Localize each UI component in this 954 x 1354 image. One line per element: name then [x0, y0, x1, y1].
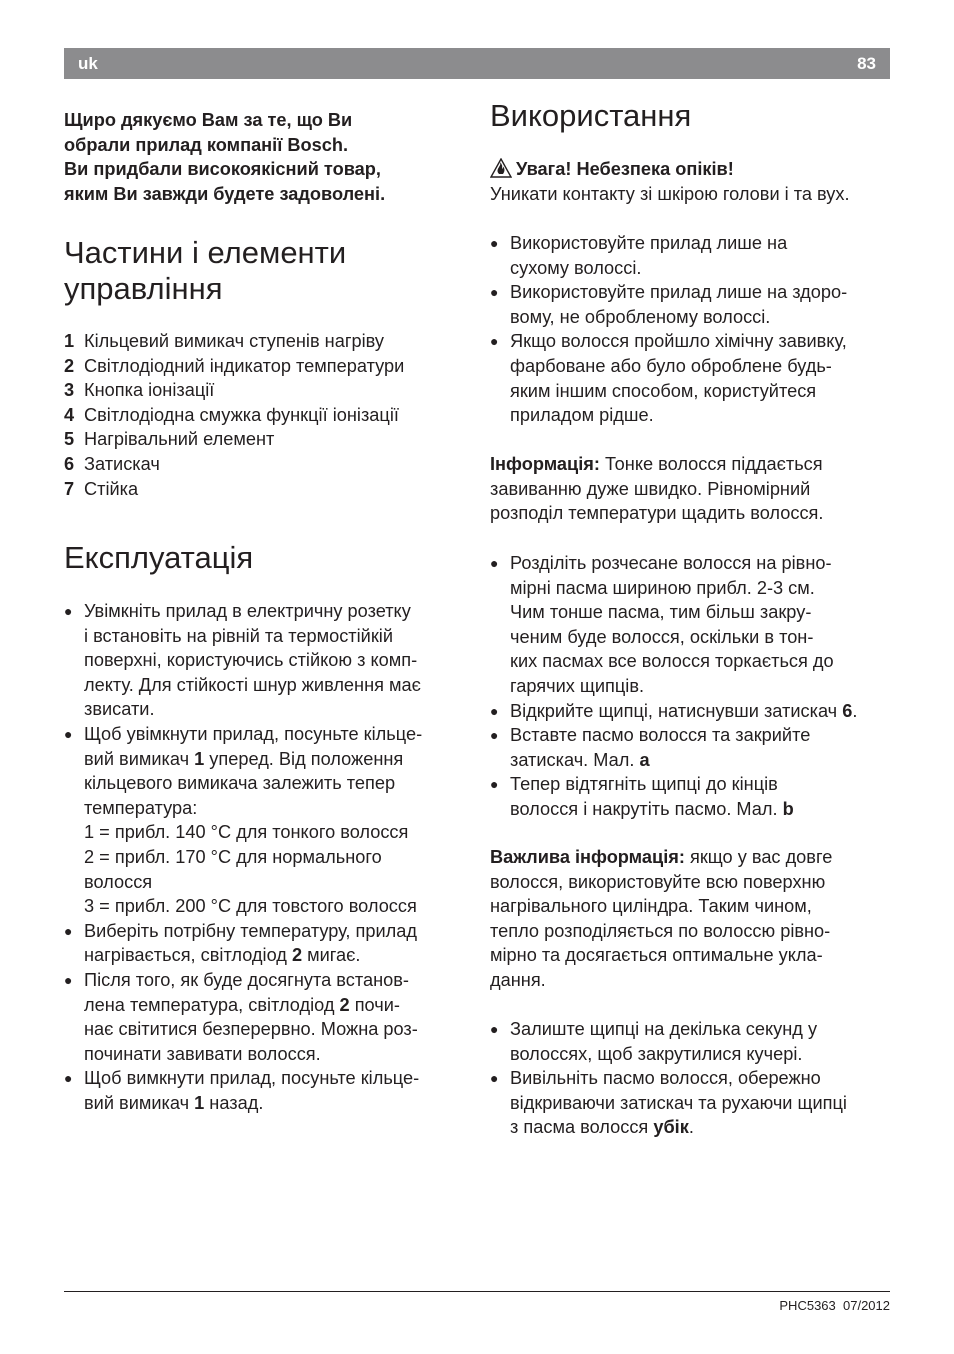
part-number: 5: [64, 429, 75, 450]
list-item: [64, 968, 469, 1066]
text-line: ● Залиште щипці на декілька секунд у: [510, 1019, 818, 1039]
text-fragment: почи-: [349, 994, 400, 1015]
text-fragment: з пасма волосся: [510, 1117, 654, 1138]
text-line: ● Вставте пасмо волосся та закрийте: [510, 725, 811, 746]
text-line: вому, не обробленому волоссі.: [510, 306, 771, 327]
ref-number: 6: [842, 700, 853, 721]
usage-list-1: [490, 231, 895, 428]
text-line: ● Вивільніть пасмо волосся, обережно: [510, 1068, 821, 1089]
text-fragment: мигає.: [302, 945, 361, 966]
list-item: [490, 329, 895, 427]
text-line: гарячих щипців.: [510, 675, 645, 696]
important-paragraph: [490, 845, 895, 993]
page-number: 83: [857, 54, 876, 73]
text-line: [84, 943, 469, 968]
figure-ref: a: [639, 749, 650, 770]
info-label: Інформація:: [490, 454, 600, 474]
part-label: Затискач: [84, 453, 160, 474]
text-line: [510, 797, 895, 822]
text-fragment: лена температура, світлодіод: [84, 994, 340, 1015]
parts-list-item: [64, 354, 469, 379]
important-label: Важлива інформація:: [490, 847, 685, 867]
text-fragment: Відкрийте щипці, натиснувши затискач: [510, 700, 843, 721]
list-item: [490, 1017, 895, 1066]
text-line: тепло розподіляється по волоссю рівно-: [490, 920, 831, 941]
text-line: ● Використовуйте прилад лише на здоро-: [510, 282, 848, 303]
part-label: Світлодіодна смужка функції іонізації: [84, 404, 399, 425]
intro-line: Ви придбали високоякісний товар,: [64, 159, 381, 180]
text-line: дання.: [490, 969, 546, 990]
text-line: [490, 845, 895, 870]
part-number: 6: [64, 453, 75, 474]
text-line: [84, 747, 469, 772]
list-item: [490, 551, 895, 699]
text-line: [510, 699, 895, 724]
ref-number: 2: [291, 945, 303, 966]
text-line: ● Розділіть розчесане волосся на рівно-: [510, 553, 832, 573]
usage-list-3: [490, 1017, 895, 1140]
text-line: фарбоване або було оброблене будь-: [510, 355, 832, 376]
language-code: uk: [78, 54, 98, 73]
intro-line: яким Ви завжди будете задоволені.: [64, 183, 386, 204]
info-paragraph: [490, 452, 895, 526]
warning-triangle-icon: [490, 158, 512, 178]
text-line: 1 = прибл. 140 °C для тонкого волосся: [84, 822, 409, 843]
operation-list: [64, 599, 469, 1115]
text-line: [510, 748, 895, 773]
text-line: волосся, використовуйте всю поверхню: [490, 871, 826, 892]
text-line: лекту. Для стійкості шнур живлення має: [84, 674, 421, 695]
text-line: Чим тонше пасма, тим більш закру-: [510, 602, 812, 623]
list-item: [490, 772, 895, 821]
part-number: 7: [64, 478, 75, 499]
text-line: ● Щоб увімкнути прилад, посуньте кільце-: [84, 723, 423, 744]
text-line: відкриваючи затискач та рухаючи щипці: [510, 1092, 847, 1113]
text-line: мірні пасма шириною прибл. 2-3 см.: [510, 577, 815, 598]
parts-list: [64, 329, 469, 501]
text-line: поверхні, користуючись стійкою з комп-: [84, 650, 418, 671]
text-line: [84, 1091, 469, 1116]
text-line: ● Увімкніть прилад в електричну розетку: [84, 601, 411, 621]
text-line: приладом рідше.: [510, 405, 654, 426]
text-fragment: назад.: [204, 1092, 264, 1113]
list-item: [490, 699, 895, 724]
text-line: ● Щоб вимкнути прилад, посуньте кільце-: [84, 1068, 420, 1089]
text-fragment: .: [852, 700, 858, 721]
parts-heading: [64, 235, 346, 307]
footer-divider: [64, 1291, 890, 1292]
figure-ref: b: [782, 798, 794, 819]
text-line: мірно та досягається оптимальне укла-: [490, 945, 823, 966]
warning-block: [490, 157, 895, 206]
warning-text: Уникати контакту зі шкірою голови і та вух.: [490, 183, 850, 204]
text-line: яким іншим способом, користуйтеся: [510, 380, 817, 401]
intro-line: Щиро дякуємо Вам за те, що Ви: [64, 110, 353, 130]
part-number: 3: [64, 380, 75, 401]
text-fragment: волосся і накрутіть пасмо. Мал.: [510, 798, 783, 819]
edition-date: 07/2012: [843, 1298, 890, 1313]
text-line: починати завивати волосся.: [84, 1043, 321, 1064]
list-item: [64, 1066, 469, 1115]
part-number: 4: [64, 404, 75, 425]
text-line: розподіл температури щадить волосся.: [490, 503, 824, 524]
text-line: сухому волоссі.: [510, 257, 642, 278]
part-number: 1: [64, 331, 75, 351]
text-fragment: вий вимикач: [84, 748, 195, 769]
list-item: [64, 722, 469, 919]
parts-heading-line1: Частини і елементи: [64, 235, 347, 270]
text-line: 2 = прибл. 170 °C для нормального: [84, 846, 382, 867]
parts-list-item: [64, 477, 469, 502]
parts-list-item: [64, 427, 469, 452]
text-line: [490, 452, 895, 477]
text-line: ● Використовуйте прилад лише на: [510, 233, 788, 253]
text-line: нає світитися безперервно. Можна роз-: [84, 1019, 418, 1040]
text-line: ● Виберіть потрібну температуру, прилад: [84, 920, 418, 941]
text-line: [84, 993, 469, 1018]
page-header-bar: [64, 48, 890, 79]
warning-title-line: [490, 157, 895, 182]
warning-title: Увага! Небезпека опіків!: [516, 159, 734, 179]
part-label: Нагрівальний елемент: [84, 429, 275, 450]
text-fragment: .: [688, 1117, 694, 1138]
text-fragment: уперед. Від положення: [204, 748, 404, 769]
text-fragment: убік: [653, 1117, 689, 1138]
text-line: ● Після того, як буде досягнута встанов-: [84, 969, 409, 990]
text-line: ● Якщо волосся пройшло хімічну завивку,: [510, 331, 847, 352]
parts-heading-line2: управління: [64, 271, 223, 306]
text-line: [510, 1115, 895, 1140]
text-line: звисати.: [84, 699, 155, 720]
text-fragment: Тонке волосся піддається: [599, 454, 823, 474]
ref-number: 1: [194, 1092, 205, 1113]
footer: [779, 1298, 890, 1313]
model-number: PHC5363: [779, 1298, 836, 1313]
text-line: температура:: [84, 797, 198, 818]
part-label: Кнопка іонізації: [84, 380, 215, 401]
list-item: [490, 231, 895, 280]
intro-line: обрали прилад компанії Bosch.: [64, 134, 349, 155]
text-fragment: затискач. Мал.: [510, 749, 640, 770]
text-line: волоссях, щоб закрутилися кучері.: [510, 1043, 803, 1064]
parts-list-item: [64, 403, 469, 428]
usage-list-2: [490, 551, 895, 822]
text-line: ● Тепер відтягніть щипці до кінців: [510, 774, 778, 795]
text-line: завиванню дуже швидко. Рівномірний: [490, 478, 811, 499]
text-line: волосся: [84, 871, 153, 892]
part-number: 2: [64, 355, 75, 376]
parts-list-item: [64, 378, 469, 403]
list-item: [490, 280, 895, 329]
text-line: 3 = прибл. 200 °C для товстого волосся: [84, 896, 417, 917]
text-line: нагрівального циліндра. Таким чином,: [490, 896, 812, 917]
text-line: ких пасмах все волосся торкається до: [510, 651, 834, 672]
text-line: кільцевого вимикача залежить тепер: [84, 773, 396, 794]
list-item: [64, 599, 469, 722]
ref-number: 2: [339, 994, 350, 1015]
list-item: [490, 723, 895, 772]
list-item: [490, 1066, 895, 1140]
parts-list-item: [64, 452, 469, 477]
text-fragment: нагрівається, світлодіод: [84, 945, 292, 966]
part-label: Світлодіодний індикатор температури: [84, 355, 405, 376]
intro-thanks: [64, 108, 464, 206]
parts-list-item: [64, 329, 469, 354]
part-label: Стійка: [84, 478, 139, 499]
ref-number: 1: [194, 748, 205, 769]
operation-heading: Експлуатація: [64, 540, 254, 575]
text-line: і встановіть на рівній та термостійкій: [84, 625, 393, 646]
usage-heading: Використання: [490, 98, 692, 133]
text-line: ченим буде волосся, оскільки в тон-: [510, 626, 814, 647]
text-fragment: якщо у вас довге: [684, 847, 833, 867]
list-item: [64, 919, 469, 968]
text-fragment: вий вимикач: [84, 1092, 195, 1113]
part-label: Кільцевий вимикач ступенів нагріву: [84, 331, 384, 351]
